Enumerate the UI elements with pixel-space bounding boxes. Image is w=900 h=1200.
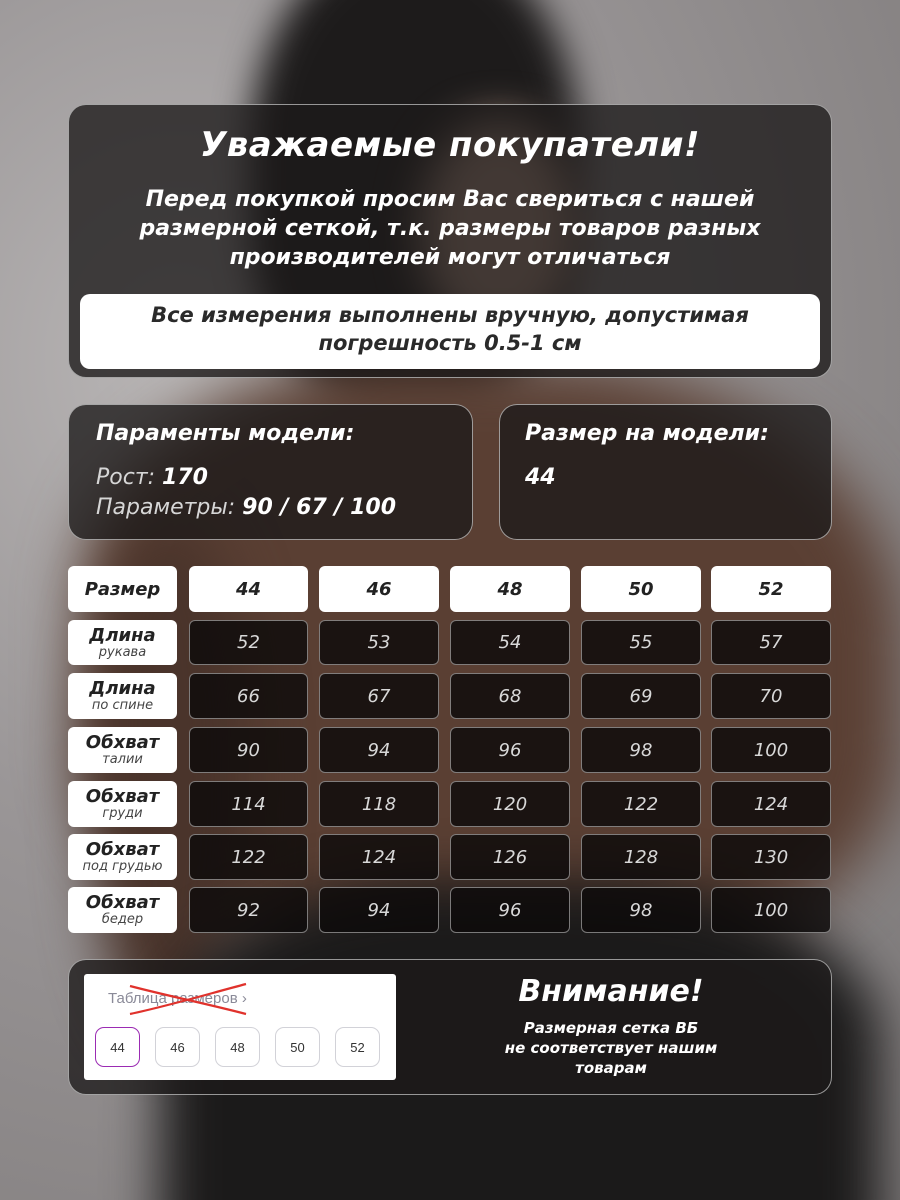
intro-text — [109, 185, 791, 272]
measurement-note — [80, 294, 820, 369]
cross-out-icon — [128, 982, 248, 1018]
intro-title: Уважаемые покупатели! — [200, 125, 700, 165]
attention-text — [431, 1018, 791, 1078]
size-header: 44 — [189, 566, 308, 612]
row-label-back-length: Длина по спине — [68, 673, 177, 719]
size-header: 46 — [319, 566, 439, 612]
table-cell: 118 — [319, 781, 439, 827]
model-size-value: 44 — [525, 465, 556, 490]
table-cell: 66 — [189, 673, 308, 719]
attention-text-line: Размерная сетка ВБ — [523, 1019, 699, 1037]
row-label-waist: Обхват талии — [68, 727, 177, 773]
model-size-panel — [499, 404, 832, 540]
table-cell: 98 — [581, 887, 701, 933]
table-cell: 70 — [711, 673, 831, 719]
table-cell: 122 — [581, 781, 701, 827]
wb-size-table-example — [84, 974, 396, 1080]
model-height-value: 170 — [162, 465, 208, 490]
model-size-heading: Размер на модели: — [525, 421, 769, 446]
wb-size-chip[interactable]: 48 — [215, 1027, 260, 1067]
row-label-chest: Обхват груди — [68, 781, 177, 827]
measurement-note-line: Все измерения выполнены вручную, допустимая — [151, 303, 749, 327]
model-measurements-value: 90 / 67 / 100 — [242, 495, 397, 520]
model-measurements-label: Параметры: — [96, 495, 243, 520]
model-measurements — [96, 495, 396, 520]
size-header: 52 — [711, 566, 831, 612]
row-label-hips: Обхват бедер — [68, 887, 177, 933]
wb-size-table-title: Таблица размеров › — [108, 990, 247, 1007]
attention-text-line: товарам — [575, 1059, 647, 1077]
model-height-label: Рост: — [96, 465, 163, 490]
intro-text-line: Перед покупкой просим Вас свериться с нашей — [145, 187, 755, 212]
table-cell: 94 — [319, 727, 439, 773]
table-cell: 55 — [581, 620, 701, 665]
attention-panel — [68, 959, 832, 1095]
table-cell: 96 — [450, 727, 570, 773]
chevron-right-icon: › — [241, 990, 247, 1007]
wb-size-chip-selected[interactable]: 44 — [95, 1027, 140, 1067]
model-params-heading: Параменты модели: — [96, 421, 355, 446]
wb-size-chip[interactable]: 46 — [155, 1027, 200, 1067]
intro-panel — [68, 104, 832, 378]
table-cell: 130 — [711, 834, 831, 880]
table-cell: 52 — [189, 620, 308, 665]
intro-text-line: размерной сеткой, т.к. размеры товаров разных — [139, 216, 761, 241]
table-cell: 94 — [319, 887, 439, 933]
row-label-underbust: Обхват под грудью — [68, 834, 177, 880]
table-cell: 114 — [189, 781, 308, 827]
model-params-panel — [68, 404, 473, 540]
table-cell: 90 — [189, 727, 308, 773]
size-header: 48 — [450, 566, 570, 612]
table-cell: 122 — [189, 834, 308, 880]
table-cell: 54 — [450, 620, 570, 665]
table-cell: 124 — [319, 834, 439, 880]
table-cell: 120 — [450, 781, 570, 827]
table-cell: 100 — [711, 887, 831, 933]
table-cell: 96 — [450, 887, 570, 933]
table-cell: 53 — [319, 620, 439, 665]
table-cell: 69 — [581, 673, 701, 719]
table-cell: 124 — [711, 781, 831, 827]
table-cell: 126 — [450, 834, 570, 880]
measurement-note-line: погрешность 0.5-1 см — [318, 331, 582, 355]
size-header: 50 — [581, 566, 701, 612]
table-cell: 67 — [319, 673, 439, 719]
wb-size-chip[interactable]: 50 — [275, 1027, 320, 1067]
table-cell: 128 — [581, 834, 701, 880]
table-cell: 98 — [581, 727, 701, 773]
table-cell: 100 — [711, 727, 831, 773]
model-height — [96, 465, 208, 490]
table-cell: 68 — [450, 673, 570, 719]
attention-title: Внимание! — [518, 974, 704, 1009]
table-cell: 57 — [711, 620, 831, 665]
table-cell: 92 — [189, 887, 308, 933]
wb-size-chip[interactable]: 52 — [335, 1027, 380, 1067]
intro-text-line: производителей могут отличаться — [229, 245, 671, 270]
size-table-corner: Размер — [68, 566, 177, 612]
row-label-sleeve-length: Длина рукава — [68, 620, 177, 665]
attention-text-line: не соответствует нашим — [504, 1039, 718, 1057]
